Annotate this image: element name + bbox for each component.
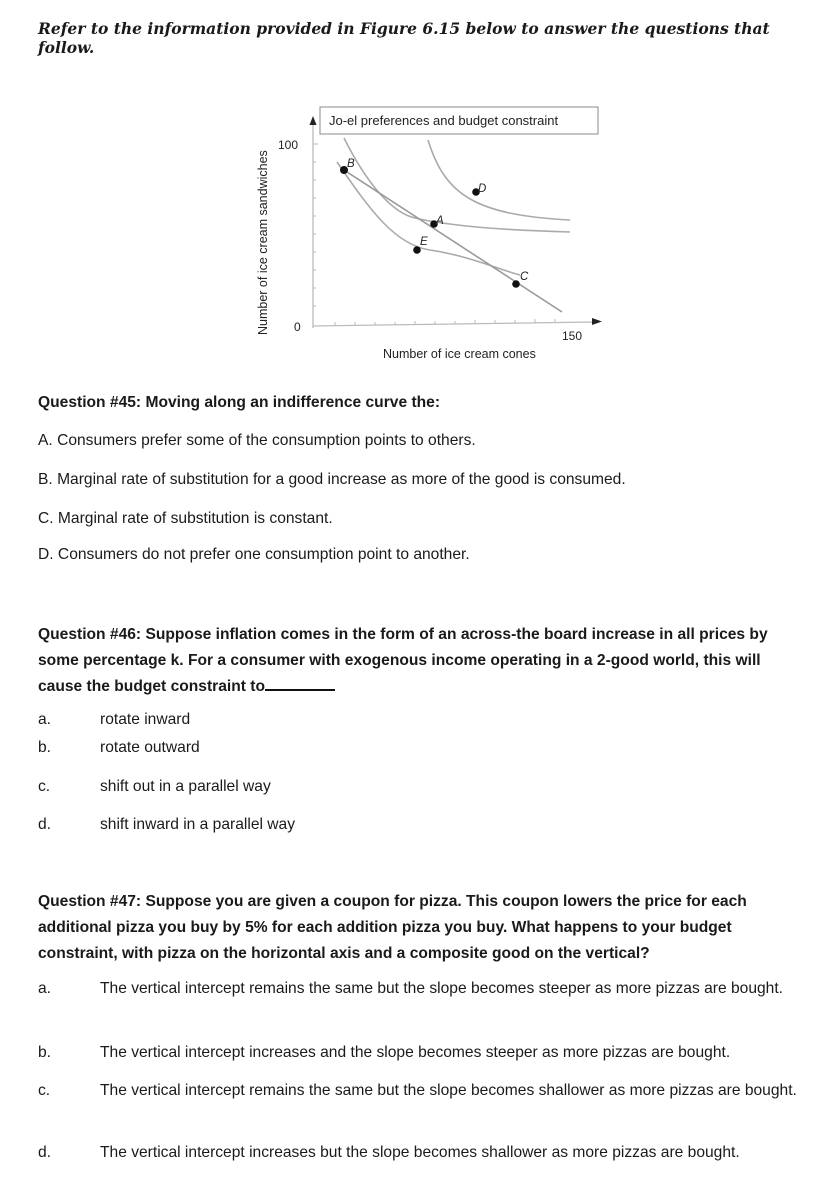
y-axis-arrow	[310, 116, 317, 125]
x-max-label: 150	[562, 329, 583, 343]
q47-option-b-text: The vertical intercept increases and the slope becomes steeper as more pizzas are bought.	[100, 1044, 731, 1061]
q46-option-c	[38, 774, 271, 800]
q47-option-a-text: The vertical intercept remains the same but the slope becomes steeper as more pizzas are bought.	[100, 980, 784, 997]
y-axis-label: Number of ice cream sandwiches	[256, 150, 270, 335]
point-b-label: B	[347, 158, 355, 170]
point-e-label: E	[420, 236, 428, 248]
q46-question	[38, 622, 803, 700]
intro-text: Refer to the information provided in Figure 6.15 below to answer the questions that follow.	[38, 19, 770, 57]
q45-question: Question #45: Moving along an indifference curve the:	[38, 394, 441, 411]
q46-option-d-letter: d.	[38, 816, 52, 833]
q45-option-b: B. Marginal rate of substitution for a good increase as more of the good is consumed.	[38, 471, 626, 488]
budget-line	[344, 170, 562, 312]
q46-option-d	[38, 812, 295, 838]
q46-option-b	[38, 735, 200, 761]
q47-option-d-text: The vertical intercept increases but the slope becomes shallower as more pizzas are bought.	[100, 1144, 740, 1161]
q47-question: Question #47: Suppose you are given a coupon for pizza. This coupon lowers the price for each additional pizza you buy by 5% for each addition pizza you buy. What happens to your budget constraint, with pizza on the horizontal axis and a composite good on the vertical?	[38, 893, 747, 962]
figure-6-15	[240, 100, 620, 370]
indifference-curve-low	[337, 162, 520, 275]
q46-question-text: Question #46: Suppose inflation comes in the form of an across-the board increase in all prices by some percentage k. For a consumer with exogenous income operating in a 2-good world, this will cause the budget constraint to	[38, 626, 768, 695]
q47-option-d	[38, 1140, 808, 1166]
q46-option-d-text: shift inward in a parallel way	[100, 816, 296, 833]
origin-label: 0	[294, 320, 301, 334]
q46-option-c-letter: c.	[38, 778, 51, 795]
figure-title: Jo-el preferences and budget constraint	[329, 113, 559, 128]
q45-option-c: C. Marginal rate of substitution is constant.	[38, 510, 333, 527]
x-axis-arrow	[592, 318, 602, 325]
q46-option-c-text: shift out in a parallel way	[100, 778, 271, 795]
q46-answer-blank	[265, 675, 335, 691]
indifference-curve-high	[428, 140, 570, 220]
q45-option-a: A. Consumers prefer some of the consumption points to others.	[38, 432, 476, 449]
q46-option-b-text: rotate outward	[100, 739, 200, 756]
q47-option-b	[38, 1040, 808, 1066]
q47-option-c-text: The vertical intercept remains the same but the slope becomes shallower as more pizzas are bought.	[100, 1082, 797, 1099]
point-a-label: A	[436, 215, 444, 227]
q47-option-c	[38, 1078, 808, 1104]
q46-option-a-text: rotate inward	[100, 711, 191, 728]
q46-option-a-letter: a.	[38, 711, 52, 728]
point-c-label: C	[520, 271, 529, 283]
q47-option-d-letter: d.	[38, 1144, 52, 1161]
point-c	[512, 280, 520, 288]
y-max-label: 100	[278, 138, 299, 152]
q47-option-c-letter: c.	[38, 1082, 51, 1099]
q47-option-b-letter: b.	[38, 1044, 52, 1061]
q45-option-d: D. Consumers do not prefer one consumption point to another.	[38, 546, 470, 563]
point-d-label: D	[478, 183, 487, 195]
q47-option-a	[38, 976, 808, 1002]
q46-option-b-letter: b.	[38, 739, 52, 756]
x-axis-label: Number of ice cream cones	[383, 347, 536, 361]
q47-option-a-letter: a.	[38, 980, 52, 997]
q46-option-a	[38, 707, 190, 733]
